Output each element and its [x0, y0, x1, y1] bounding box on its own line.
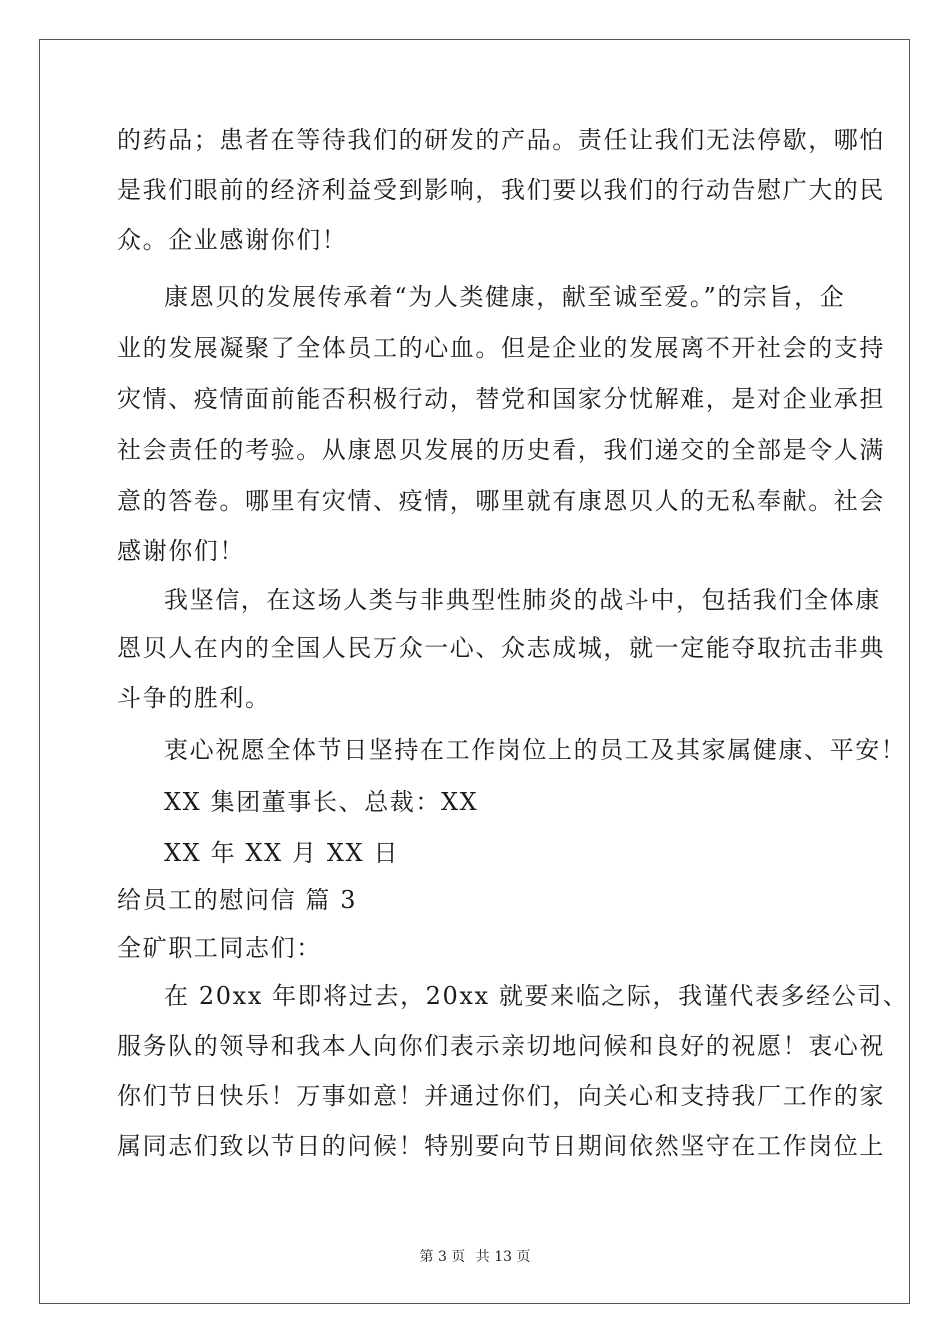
signature-title: XX 集团董事长、总裁：XX — [164, 788, 479, 816]
text-line: 灾情、疫情面前能否积极行动，替党和国家分忧解难，是对企业承担 — [117, 385, 885, 413]
text-line: 康恩贝的发展传承着“为人类健康，献至诚至爱。”的宗旨，企 — [164, 283, 846, 311]
signature-date: XX 年 XX 月 XX 日 — [164, 839, 400, 867]
text-line: 业的发展凝聚了全体员工的心血。但是企业的发展离不开社会的支持 — [117, 334, 885, 362]
text-line: 在 20xx 年即将过去，20xx 就要来临之际，我谨代表多经公司、 — [164, 982, 909, 1010]
text-line: 感谢你们！ — [117, 537, 245, 565]
text-line: 恩贝人在内的全国人民万众一心、众志成城，就一定能夺取抗击非典 — [117, 634, 885, 662]
text-line: 意的答卷。哪里有灾情、疫情，哪里就有康恩贝人的无私奉献。社会 — [117, 487, 885, 515]
page-number: 第 3 页 — [419, 1249, 466, 1265]
text-line: 衷心祝愿全体节日坚持在工作岗位上的员工及其家属健康、平安！ — [164, 736, 907, 764]
page-footer — [0, 1248, 950, 1266]
text-line: 是我们眼前的经济利益受到影响，我们要以我们的行动告慰广大的民 — [117, 176, 885, 204]
text-line: 众。企业感谢你们！ — [117, 226, 348, 254]
text-line: 社会责任的考验。从康恩贝发展的历史看，我们递交的全部是令人满 — [117, 436, 885, 464]
text-line: 我坚信，在这场人类与非典型性肺炎的战斗中，包括我们全体康 — [164, 586, 881, 614]
text-line: 的药品；患者在等待我们的研发的产品。责任让我们无法停歇，哪怕 — [117, 126, 885, 154]
page-total: 共 13 页 — [475, 1249, 531, 1265]
salutation: 全矿职工同志们： — [117, 934, 322, 962]
text-line: 服务队的领导和我本人向你们表示亲切地问候和良好的祝愿！衷心祝 — [117, 1032, 885, 1060]
section-heading: 给员工的慰问信 篇 3 — [117, 886, 358, 914]
text-line: 斗争的胜利。 — [117, 684, 271, 712]
text-line: 你们节日快乐！万事如意！并通过你们，向关心和支持我厂工作的家 — [117, 1082, 885, 1110]
text-line: 属同志们致以节日的问候！特别要向节日期间依然坚守在工作岗位上 — [117, 1132, 885, 1160]
